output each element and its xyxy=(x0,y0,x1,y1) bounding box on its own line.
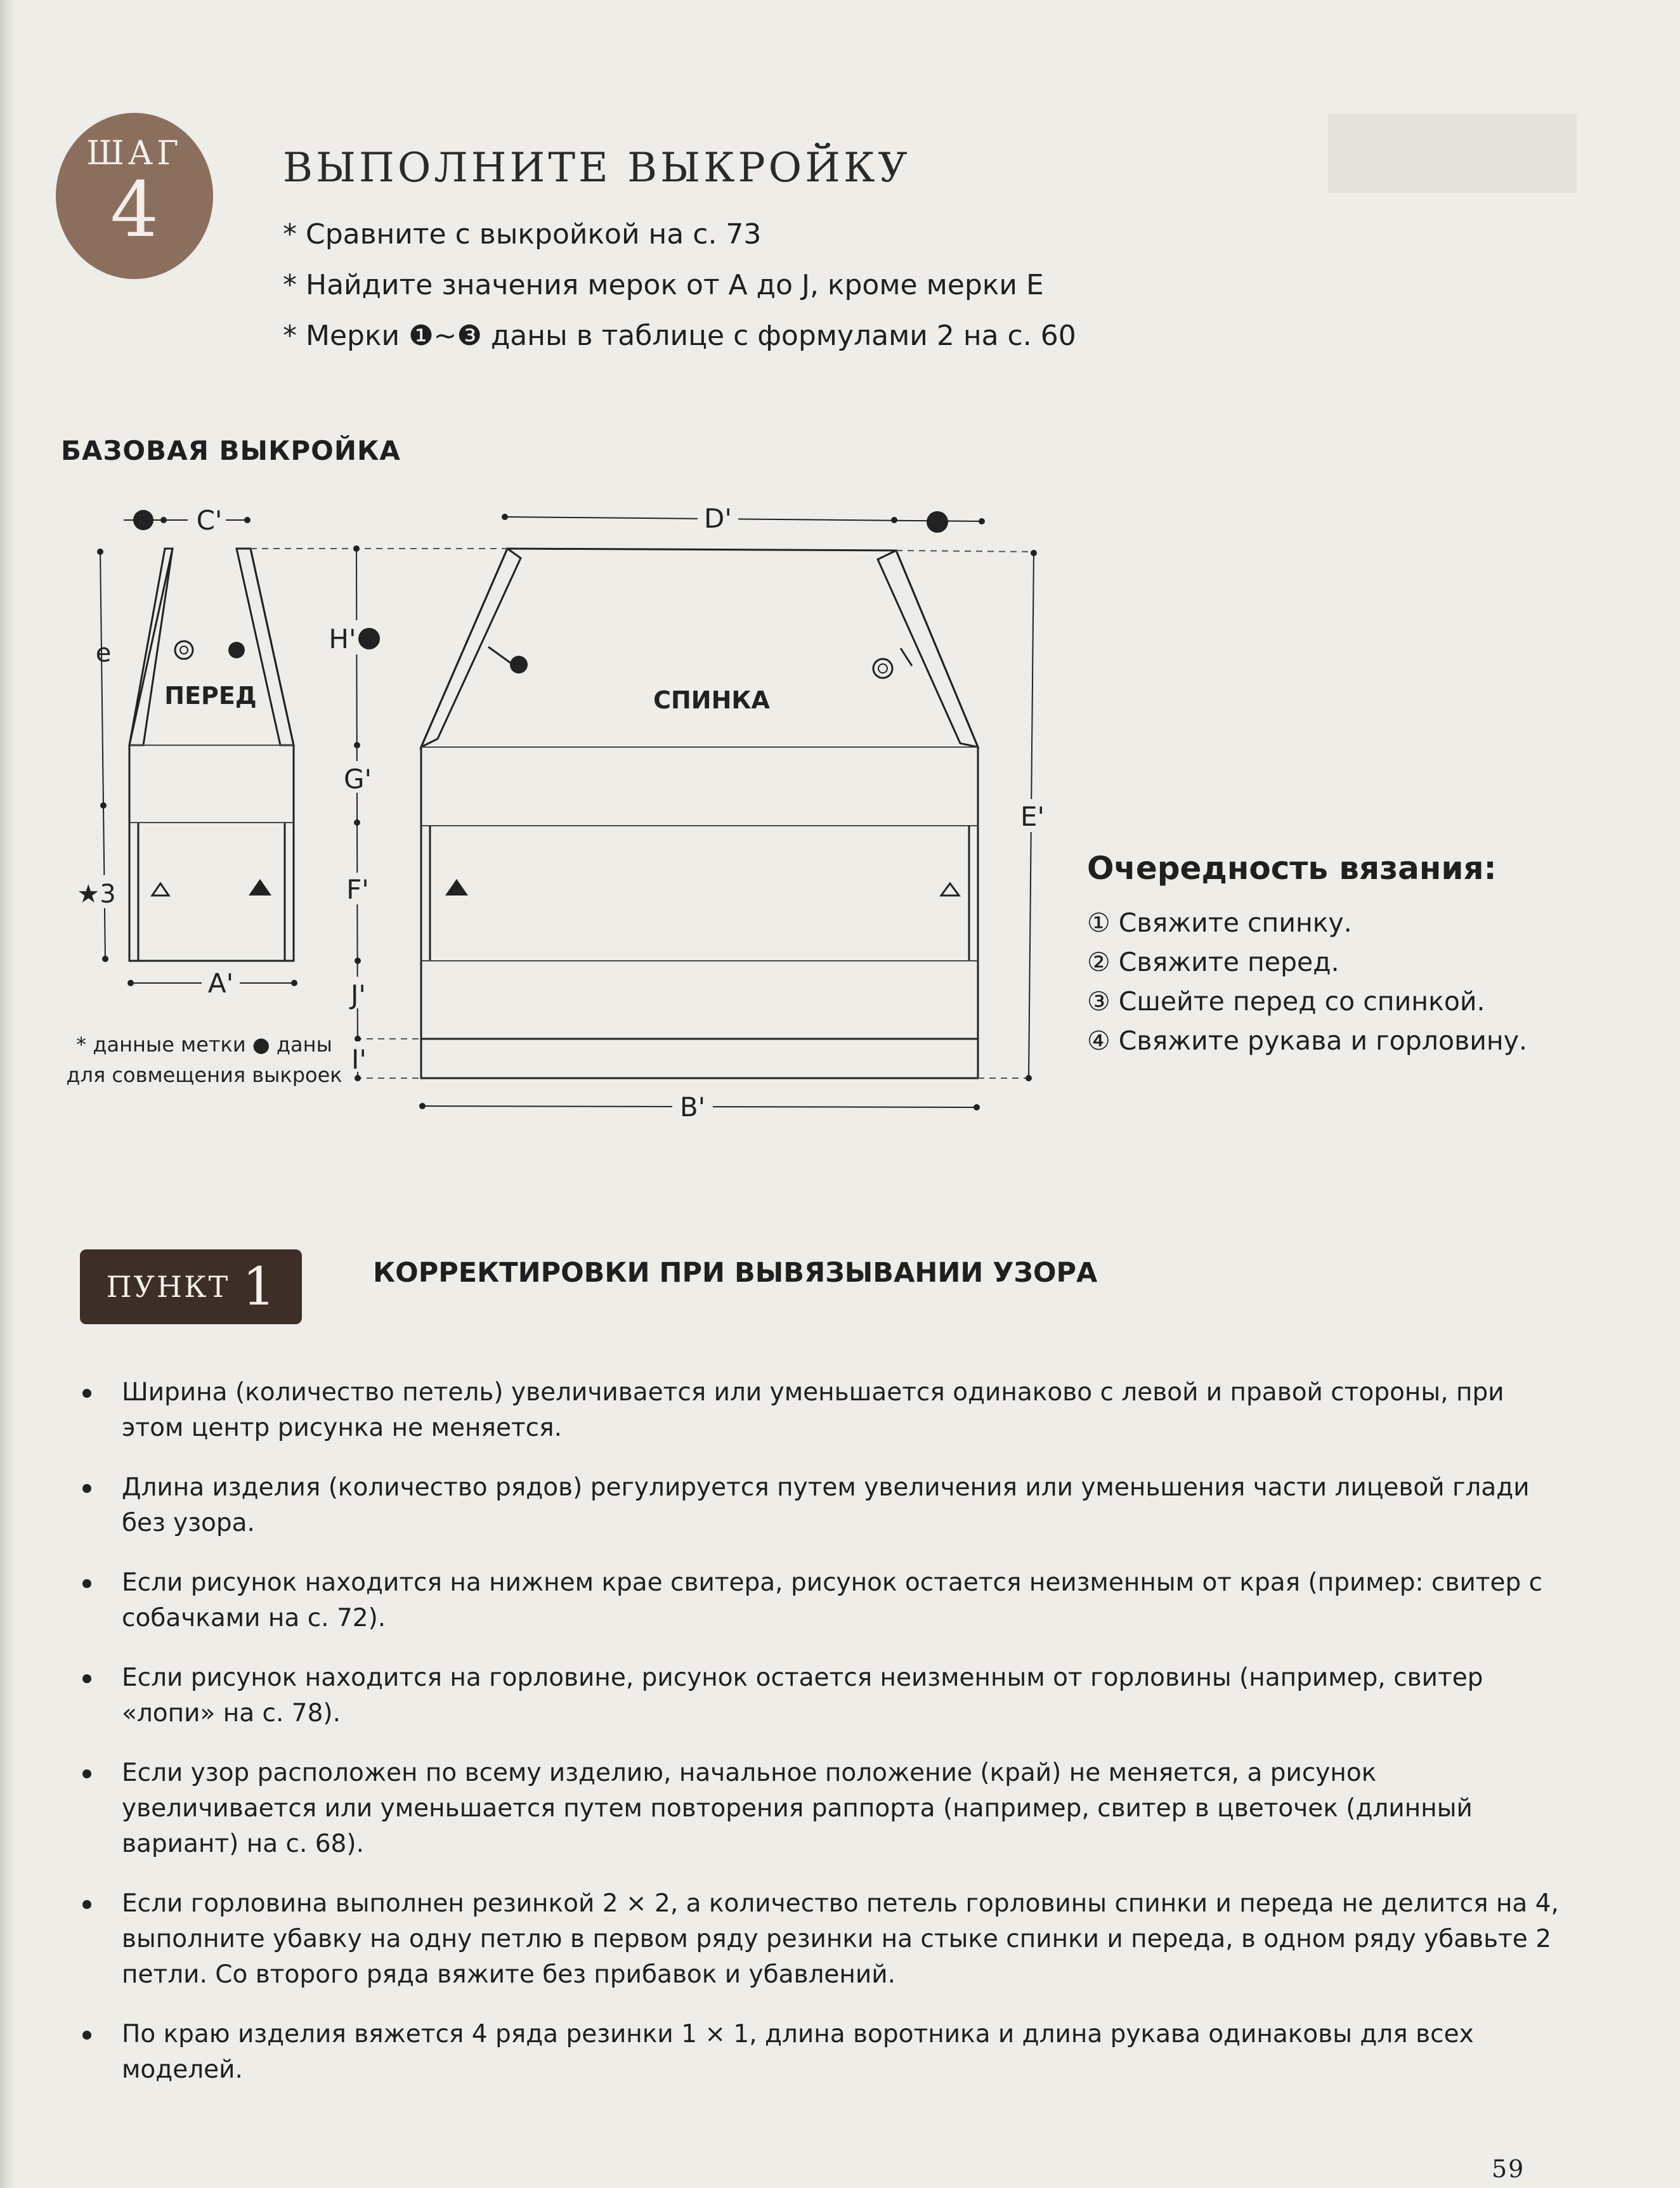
bullet-dot-icon xyxy=(82,1900,91,1909)
dim-endpoint xyxy=(160,517,167,523)
dim-d-label: D' xyxy=(704,503,732,534)
front-neck-band-right xyxy=(237,549,294,745)
page-number: 59 xyxy=(1492,2155,1525,2183)
dim-endpoint xyxy=(244,517,251,523)
dim-endpoint xyxy=(502,514,508,520)
back-label: СПИНКА xyxy=(653,686,770,714)
dim-i-label: I' xyxy=(351,1044,367,1075)
knitting-order-heading: Очередность вязания: xyxy=(1087,850,1497,887)
instruction-notes xyxy=(283,209,1076,361)
diagram-footnote-1: * данные метки ● даны xyxy=(76,1032,332,1057)
triangle-solid-icon xyxy=(249,879,271,895)
back-shoulder-band-left xyxy=(421,549,521,747)
note-line: * Сравните с выкройкой на с. 73 xyxy=(283,218,762,251)
step-word: ШАГ xyxy=(86,134,183,173)
point-word: ПУНКТ xyxy=(106,1270,230,1304)
dim-line-d xyxy=(505,517,982,521)
dim-endpoint xyxy=(1026,1075,1032,1081)
point-badge xyxy=(80,1249,302,1324)
dim-c-label: C' xyxy=(196,505,223,536)
dim-endpoint xyxy=(891,517,897,523)
front-label: ПЕРЕД xyxy=(164,682,257,710)
target-mark-icon xyxy=(175,641,193,659)
list-item-text: Ширина (количество петель) увеличивается или уменьшается одинаково с левой и правой стороны, при этом центр рисунка не меняется. xyxy=(122,1378,1504,1442)
knitting-order-item: ④ Свяжите рукава и горловину. xyxy=(1087,1026,1527,1056)
list-item xyxy=(82,1565,1566,1636)
bullet-dot-icon xyxy=(82,1484,91,1493)
marker-2-label: ❷ xyxy=(928,511,946,533)
dim-endpoint xyxy=(355,1036,361,1042)
step-badge xyxy=(56,113,213,279)
dim-endpoint xyxy=(354,742,360,748)
dim-endpoint xyxy=(979,518,985,524)
dim-endpoint xyxy=(355,1075,361,1081)
bleed-through-block xyxy=(1328,114,1577,193)
note-line: * Найдите значения мерок от A до J, кроме мерки E xyxy=(283,269,1044,301)
triangle-solid-icon xyxy=(445,879,468,895)
target-mark-icon xyxy=(180,646,188,654)
knitting-order-item: ③ Сшейте перед со спинкой. xyxy=(1087,986,1485,1017)
list-item-text: Если рисунок находится на нижнем крае свитера, рисунок остается неизменным от края (пример: свитер с собачками на с. 72). xyxy=(122,1568,1543,1632)
knitting-order-item: ② Свяжите перед. xyxy=(1087,947,1339,977)
dim-g-label: G' xyxy=(343,764,372,795)
point-title: КОРРЕКТИРОВКИ ПРИ ВЫВЯЗЫВАНИИ УЗОРА xyxy=(373,1257,1098,1289)
marker-3-label: ❸ xyxy=(134,509,152,531)
dim-j-label: J' xyxy=(351,979,366,1010)
list-item-text: Если узор расположен по всему изделию, начальное положение (край) не меняется, а рисунок увеличивается или уменьшается путем повторения раппорта (например, свитер в цветочек (длинный вариант) на с. 68). xyxy=(122,1759,1473,1858)
list-item-text: Если рисунок находится на горловине, рисунок остается неизменным от горловины (например, свитер «лопи» на с. 78). xyxy=(122,1664,1483,1728)
dim-a-label: A' xyxy=(207,968,234,999)
knitting-order-item: ① Свяжите спинку. xyxy=(1087,908,1352,938)
dim-endpoint xyxy=(100,802,107,809)
section-label: БАЗОВАЯ ВЫКРОЙКА xyxy=(61,435,401,466)
back-shoulder-band-right xyxy=(878,550,978,747)
bullet-dot-icon xyxy=(82,1769,91,1778)
note-line: * Мерки ❶~❸ даны в таблице с формулами 2 на с. 60 xyxy=(283,320,1076,352)
match-tick-right xyxy=(901,648,912,666)
list-item xyxy=(82,1755,1566,1862)
ref-line-top-right xyxy=(896,550,1035,552)
bullet-dot-icon xyxy=(82,2031,91,2040)
back-outline xyxy=(421,549,978,1078)
dim-f-label: F' xyxy=(346,874,369,905)
list-item xyxy=(82,1470,1566,1541)
dim-endpoint xyxy=(355,958,361,964)
diagram-footnote-2: для совмещения выкроек xyxy=(66,1063,342,1087)
bullet-dot-icon xyxy=(82,1674,91,1683)
dim-endpoint xyxy=(127,980,134,986)
list-item xyxy=(82,2017,1566,2088)
dim-e-label: e xyxy=(95,639,112,668)
dim-b-label: B' xyxy=(679,1091,706,1123)
match-dot-icon xyxy=(510,656,528,674)
adjustment-list xyxy=(82,1375,1566,2112)
marker-1-label: ❶ xyxy=(360,627,378,650)
point-number: 1 xyxy=(242,1256,276,1317)
step-number: 4 xyxy=(110,166,159,254)
match-dot-icon xyxy=(228,642,245,658)
knitting-order xyxy=(1087,850,1527,1060)
triangle-outline-icon xyxy=(941,883,959,895)
target-mark-icon xyxy=(878,664,887,673)
bullet-dot-icon xyxy=(82,1579,91,1588)
list-item xyxy=(82,1886,1566,1993)
dim-endpoint xyxy=(354,819,360,826)
list-item xyxy=(82,1660,1566,1731)
dim-e-prime-label: E' xyxy=(1020,801,1045,832)
dim-star-label: ★3 xyxy=(77,880,116,909)
dim-h-label: H' xyxy=(329,623,356,654)
dim-endpoint xyxy=(97,549,103,555)
list-item-text: По краю изделия вяжется 4 ряда резинки 1 × 1, длина воротника и длина рукава одинаковы для всех моделей. xyxy=(122,2020,1474,2084)
dim-endpoint xyxy=(419,1103,426,1109)
list-item xyxy=(82,1375,1566,1446)
list-item-text: Длина изделия (количество рядов) регулируется путем увеличения или уменьшения части лицевой глади без узора. xyxy=(122,1473,1530,1537)
list-item-text: Если горловина выполнен резинкой 2 × 2, а количество петель горловины спинки и переда не делится на 4, выполните убавку на одну петлю в первом ряду резинки на стыке спинки и переда, в одном ряду убавьте 2 петли. Со второго ряда вяжите без прибавок и убавлений. xyxy=(122,1889,1559,1989)
dim-endpoint xyxy=(1031,550,1037,556)
dim-endpoint xyxy=(353,545,360,552)
bullet-dot-icon xyxy=(82,1389,91,1398)
dim-endpoint xyxy=(973,1104,980,1110)
triangle-outline-icon xyxy=(152,883,169,895)
dim-endpoint xyxy=(102,956,108,962)
match-tick-left xyxy=(488,647,511,663)
dim-endpoint xyxy=(291,980,297,986)
target-mark-icon xyxy=(873,659,892,678)
page-title: ВЫПОЛНИТЕ ВЫКРОЙКУ xyxy=(283,145,911,192)
